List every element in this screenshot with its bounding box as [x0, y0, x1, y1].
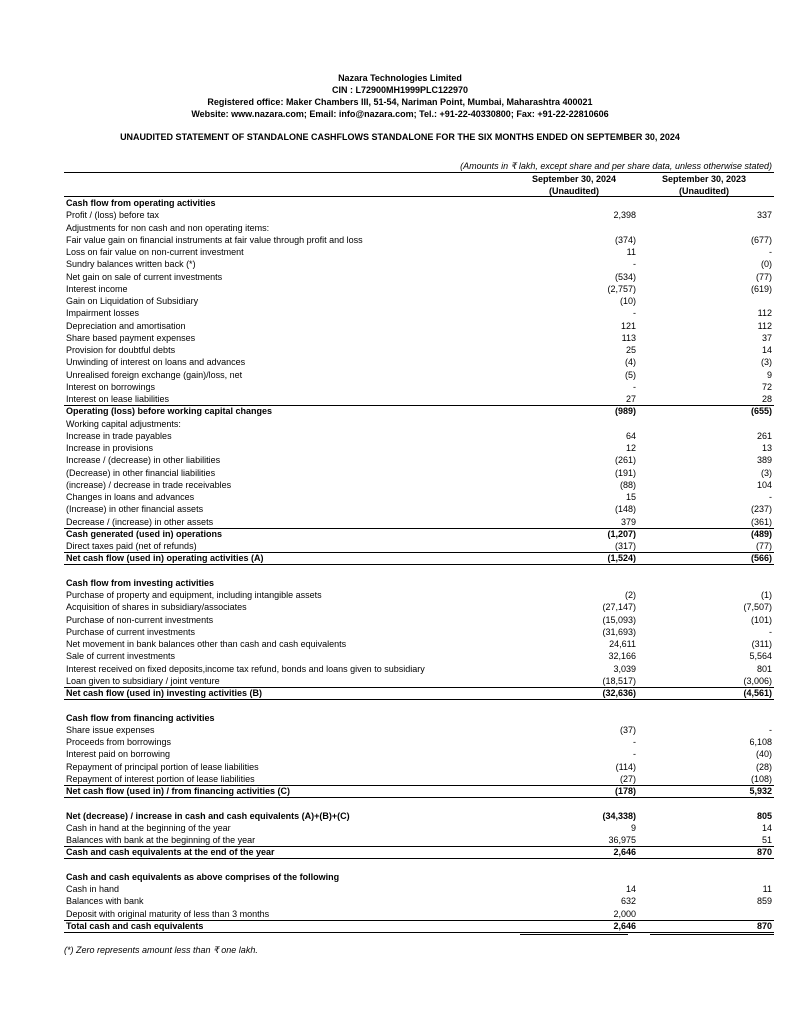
table-row — [64, 565, 774, 577]
value-2024: 27 — [625, 394, 636, 404]
value-2024: (37) — [619, 724, 636, 735]
row-label: (Decrease) in other financial liabilities — [66, 467, 216, 478]
value-2023: 9 — [766, 369, 772, 380]
value-2024: (989) — [614, 406, 636, 417]
value-2024: (374) — [614, 234, 636, 245]
footnote: (*) Zero represents amount less than ₹ one lakh. — [64, 945, 258, 955]
value-2024: (31,693) — [602, 626, 636, 637]
value-2024: (5) — [625, 369, 636, 380]
row-label: Impairment losses — [66, 308, 140, 319]
value-2023: - — [769, 724, 772, 735]
row-label: Net (decrease) / increase in cash and cash equivalents (A)+(B)+(C) — [66, 810, 350, 821]
table-row — [64, 687, 774, 699]
row-label: Interest paid on borrowing — [66, 749, 171, 760]
value-2023: (311) — [751, 639, 772, 649]
company-name: Nazara Technologies Limited — [338, 73, 462, 83]
table-row — [64, 748, 774, 760]
double-rule-below — [520, 934, 628, 935]
value-2023: (3,006) — [743, 675, 772, 686]
table-row — [64, 908, 774, 920]
column-status: (Unaudited) — [679, 186, 729, 196]
row-label: Increase in trade payables — [66, 430, 172, 441]
value-2023: (3) — [761, 467, 772, 478]
value-2023: (77) — [755, 271, 772, 282]
row-label: Net cash flow (used in) operating activities (A) — [66, 553, 264, 564]
row-label: Operating (loss) before working capital changes — [66, 406, 273, 417]
row-label: Interest on borrowings — [66, 381, 156, 392]
table-row — [64, 209, 774, 221]
value-2023: 13 — [761, 443, 772, 453]
value-2024: (114) — [615, 761, 636, 772]
table-row — [64, 418, 774, 430]
value-2024: (27) — [619, 773, 636, 784]
table-row — [64, 454, 774, 466]
contact-details: Website: www.nazara.com; Email: info@nazara.com; Tel.: +91-22-40330800; Fax: +91-22-22810606 — [191, 109, 609, 119]
row-label: Provision for doubtful debts — [66, 345, 176, 355]
value-2023: 859 — [756, 896, 772, 907]
row-label: Cash flow from investing activities — [66, 577, 215, 588]
row-label: Total cash and cash equivalents — [66, 920, 204, 931]
table-row — [64, 785, 774, 797]
value-2024: 2,646 — [613, 920, 636, 931]
table-row — [64, 332, 774, 344]
value-2024: - — [633, 259, 636, 270]
table-row — [64, 797, 774, 809]
value-2024: (4) — [625, 357, 636, 368]
row-label: Interest income — [66, 283, 128, 294]
value-2024: 24,611 — [609, 639, 636, 649]
value-2024: 2,398 — [613, 210, 636, 221]
value-2023: 112 — [757, 320, 772, 331]
value-2023: (101) — [750, 614, 772, 625]
value-2024: - — [633, 308, 636, 319]
table-row — [64, 234, 774, 246]
row-label: Cash flow from operating activities — [66, 198, 216, 208]
value-2024: (34,338) — [602, 810, 636, 821]
value-2023: 104 — [756, 479, 772, 490]
row-label: Interest on lease liabilities — [66, 394, 170, 404]
value-2024: (18,517) — [602, 675, 636, 686]
cin-number: CIN : L72900MH1999PLC122970 — [331, 85, 469, 95]
total-rule-above — [64, 552, 774, 553]
table-row — [64, 601, 774, 613]
table-row — [64, 442, 774, 454]
total-rule-above — [64, 405, 774, 406]
row-label: Repayment of principal portion of lease liabilities — [66, 761, 259, 772]
value-2024: 2,000 — [613, 908, 636, 919]
table-row — [64, 663, 774, 675]
table-row — [64, 699, 774, 711]
table-row — [64, 344, 774, 356]
table-row — [64, 712, 774, 724]
table-row — [64, 222, 774, 234]
value-2024: (2) — [625, 590, 636, 600]
row-label: Working capital adjustments: — [66, 418, 181, 429]
row-label: Changes in loans and advances — [66, 492, 195, 502]
table-row — [64, 356, 774, 368]
value-2023: 801 — [756, 663, 772, 674]
value-2024: 121 — [620, 320, 636, 331]
row-label: Net cash flow (used in) investing activities (B) — [66, 688, 263, 698]
row-label: Purchase of non-current investments — [66, 614, 214, 625]
value-2024: (534) — [614, 271, 636, 282]
table-row — [64, 773, 774, 785]
table-row — [64, 650, 774, 662]
value-2023: 337 — [756, 210, 772, 221]
row-label: Net movement in bank balances other than cash and cash equivalents — [66, 639, 347, 649]
value-2023: 261 — [756, 430, 772, 441]
value-2024: 113 — [621, 332, 636, 343]
value-2023: (40) — [755, 749, 772, 760]
value-2024: (1,524) — [607, 553, 636, 564]
total-rule-above — [64, 528, 774, 529]
row-label: Cash in hand at the beginning of the year — [66, 822, 231, 833]
value-2023: 28 — [761, 394, 772, 404]
value-2024: (32,636) — [602, 688, 636, 698]
column-period: September 30, 2023 — [661, 174, 747, 184]
value-2023: 6,108 — [749, 737, 772, 747]
table-row — [64, 883, 774, 895]
value-2023: (108) — [750, 773, 772, 784]
row-label: Profit / (loss) before tax — [66, 210, 160, 221]
value-2023: 805 — [756, 810, 772, 821]
row-label: Increase in provisions — [66, 443, 154, 453]
table-row — [64, 614, 774, 626]
value-2023: (77) — [755, 541, 772, 551]
row-label: Cash flow from financing activities — [66, 712, 215, 723]
value-2024: (148) — [614, 504, 636, 515]
value-2023: 870 — [756, 847, 772, 858]
value-2024: 12 — [625, 443, 636, 453]
value-2024: 64 — [625, 430, 636, 441]
table-row — [64, 393, 774, 405]
row-label: Sundry balances written back (*) — [66, 259, 196, 270]
total-rule-below — [64, 932, 774, 933]
row-label: Purchase of current investments — [66, 626, 196, 637]
row-label: Share issue expenses — [66, 724, 155, 735]
table-row — [64, 822, 774, 834]
row-label: (increase) / decrease in trade receivables — [66, 479, 232, 490]
row-label: Deposit with original maturity of less than 3 months — [66, 908, 270, 919]
table-row — [64, 724, 774, 736]
value-2024: (261) — [614, 455, 636, 466]
row-label: Balances with bank — [66, 896, 144, 907]
registered-office: Registered office: Maker Chambers III, 51-54, Nariman Point, Mumbai, Maharashtra 400021 — [207, 97, 593, 107]
table-row — [64, 503, 774, 515]
table-row — [64, 405, 774, 417]
value-2023: (3) — [761, 357, 772, 368]
table-row — [64, 271, 774, 283]
table-row — [64, 516, 774, 528]
row-label: Cash in hand — [66, 884, 120, 894]
value-2023: 5,932 — [749, 786, 772, 796]
value-2023: 389 — [756, 455, 772, 466]
value-2023: (655) — [750, 406, 772, 417]
row-label: Decrease / (increase) in other assets — [66, 516, 214, 527]
table-row — [64, 736, 774, 748]
amounts-note: (Amounts in ₹ lakh, except share and per share data, unless otherwise stated) — [460, 161, 772, 171]
row-label: Cash and cash equivalents as above comprises of the following — [66, 871, 340, 882]
value-2023: (619) — [750, 283, 772, 294]
value-2024: (1,207) — [607, 528, 636, 539]
table-row — [64, 381, 774, 393]
value-2023: (489) — [750, 528, 772, 539]
table-row — [64, 258, 774, 270]
value-2023: 14 — [761, 345, 772, 355]
row-label: Increase / (decrease) in other liabilities — [66, 455, 221, 466]
value-2024: 379 — [620, 516, 636, 527]
value-2024: 632 — [620, 896, 636, 907]
table-row — [64, 283, 774, 295]
table-row — [64, 295, 774, 307]
row-label: Loss on fair value on non-current investment — [66, 247, 244, 257]
value-2024: 3,039 — [613, 663, 636, 674]
row-label: Unrealised foreign exchange (gain)/loss, net — [66, 369, 243, 380]
row-label: Purchase of property and equipment, including intangible assets — [66, 590, 322, 600]
table-row — [64, 846, 774, 858]
row-label: (Increase) in other financial assets — [66, 504, 204, 515]
table-row — [64, 859, 774, 871]
table-row — [64, 761, 774, 773]
value-2024: (10) — [619, 296, 636, 306]
row-label: Cash and cash equivalents at the end of the year — [66, 847, 275, 858]
table-row — [64, 638, 774, 650]
value-2024: - — [633, 749, 636, 760]
row-label: Sale of current investments — [66, 651, 176, 662]
value-2023: 72 — [761, 381, 772, 392]
value-2024: (191) — [614, 467, 636, 478]
value-2023: (1) — [761, 590, 772, 600]
value-2023: 112 — [757, 308, 772, 319]
table-row — [64, 246, 774, 258]
value-2023: (566) — [750, 553, 772, 564]
value-2024: (317) — [614, 541, 636, 551]
table-row — [64, 320, 774, 332]
row-label: Cash generated (used in) operations — [66, 528, 223, 539]
row-label: Adjustments for non cash and non operating items: — [66, 222, 270, 233]
table-row — [64, 479, 774, 491]
value-2023: - — [769, 626, 772, 637]
statement-title: UNAUDITED STATEMENT OF STANDALONE CASHFLOWS STANDALONE FOR THE SIX MONTHS ENDED ON SEPTEMBER 30, 2024 — [120, 132, 680, 142]
table-row — [64, 430, 774, 442]
value-2023: 870 — [756, 920, 772, 931]
value-2024: (15,093) — [602, 614, 636, 625]
table-row — [64, 920, 774, 932]
value-2024: 14 — [625, 884, 636, 894]
table-row — [64, 834, 774, 846]
value-2024: (27,147) — [602, 602, 636, 613]
value-2024: (2,757) — [607, 283, 636, 294]
double-rule-below — [650, 934, 774, 935]
column-status: (Unaudited) — [549, 186, 599, 196]
table-row — [64, 577, 774, 589]
value-2023: (677) — [750, 234, 772, 245]
table-row — [64, 528, 774, 540]
row-label: Net cash flow (used in) / from financing activities (C) — [66, 786, 291, 796]
table-row — [64, 871, 774, 883]
row-label: Unwinding of interest on loans and advances — [66, 357, 246, 368]
value-2023: - — [769, 492, 772, 502]
row-label: Interest received on fixed deposits,income tax refund, bonds and loans given to subsidiary — [66, 663, 425, 674]
value-2024: 11 — [626, 247, 636, 257]
value-2023: (7,507) — [743, 602, 772, 613]
value-2023: 5,564 — [749, 651, 772, 662]
table-row — [64, 540, 774, 552]
row-label: Acquisition of shares in subsidiary/associates — [66, 602, 247, 613]
row-label: Fair value gain on financial instruments at fair value through profit and loss — [66, 234, 363, 245]
value-2024: 2,646 — [613, 847, 636, 858]
value-2023: (28) — [755, 761, 772, 772]
table-row — [64, 307, 774, 319]
value-2024: 15 — [625, 492, 636, 502]
row-label: Depreciation and amortisation — [66, 320, 186, 331]
row-label: Share based payment expenses — [66, 332, 196, 343]
column-period: September 30, 2024 — [531, 174, 617, 184]
row-label: Net gain on sale of current investments — [66, 271, 223, 282]
row-label: Loan given to subsidiary / joint venture — [66, 675, 220, 686]
table-row — [64, 675, 774, 687]
total-rule-above — [64, 920, 774, 921]
value-2023: 51 — [761, 835, 772, 845]
table-row — [64, 589, 774, 601]
row-label: Proceeds from borrowings — [66, 737, 172, 747]
table-row — [64, 369, 774, 381]
value-2024: 9 — [630, 822, 636, 833]
value-2023: - — [769, 247, 772, 257]
value-2024: 32,166 — [608, 651, 636, 662]
table-row — [64, 552, 774, 564]
value-2024: (88) — [619, 479, 636, 490]
value-2023: (237) — [750, 504, 772, 515]
value-2023: 11 — [762, 884, 772, 894]
value-2024: - — [633, 381, 636, 392]
row-label: Direct taxes paid (net of refunds) — [66, 541, 197, 551]
row-label: Repayment of interest portion of lease liabilities — [66, 773, 255, 784]
value-2023: (4,561) — [743, 688, 772, 698]
value-2024: 25 — [625, 345, 636, 355]
value-2024: - — [633, 737, 636, 747]
table-row — [64, 197, 774, 209]
value-2023: (361) — [750, 516, 772, 527]
table-row — [64, 810, 774, 822]
value-2024: (178) — [614, 786, 636, 796]
row-label: Gain on Liquidation of Subsidiary — [66, 296, 199, 306]
table-row — [64, 491, 774, 503]
total-rule-above — [64, 785, 774, 786]
value-2023: 14 — [761, 822, 772, 833]
table-row — [64, 626, 774, 638]
value-2024: 36,975 — [608, 835, 636, 845]
row-label: Balances with bank at the beginning of the year — [66, 835, 256, 845]
total-rule-above — [64, 687, 774, 688]
total-rule-above — [64, 846, 774, 847]
table-row — [64, 895, 774, 907]
table-row — [64, 467, 774, 479]
value-2023: 37 — [761, 332, 772, 343]
value-2023: (0) — [761, 259, 772, 270]
